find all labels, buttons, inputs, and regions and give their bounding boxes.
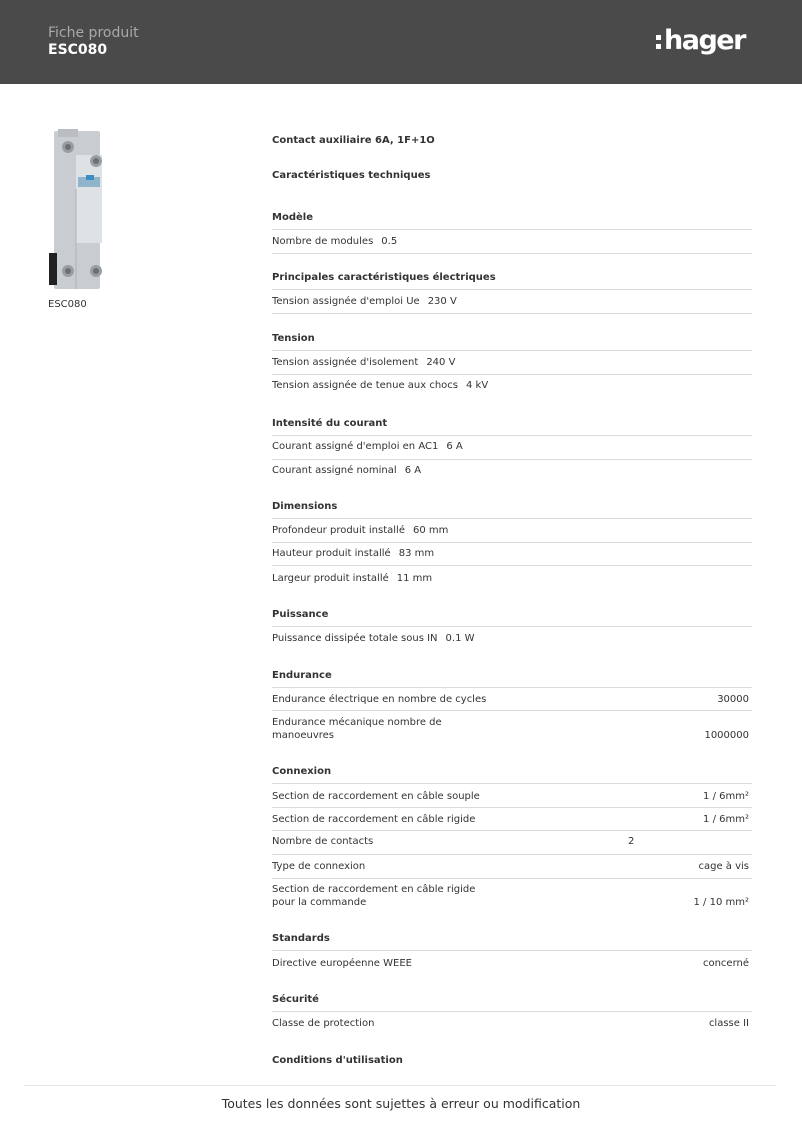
spec-row [272,290,752,314]
spec-value: 0.1 W [445,633,475,644]
spec-value: 1 / 10 mm² [693,897,749,908]
hager-logo [656,20,756,60]
spec-label-line1: Endurance mécanique nombre de [272,717,442,728]
spec-value: 0.5 [381,236,398,247]
spec-label: Directive européenne WEEE [272,958,412,969]
spec-label: Type de connexion [272,861,366,872]
spec-label: Section de raccordement en câble rigide [272,814,476,825]
section-standards-title: Standards [272,933,752,951]
spec-label: Tension assignée de tenue aux chocs [272,380,459,391]
spec-row [272,543,752,566]
spec-label-line1: Section de raccordement en câble rigide [272,884,476,895]
spec-value: 240 V [426,357,456,368]
spec-label: Endurance électrique en nombre de cycles [272,694,487,705]
section-dimensions-title: Dimensions [272,501,752,519]
spec-value: 4 kV [466,380,489,391]
spec-value: 6 A [404,465,422,476]
spec-row [272,711,752,751]
spec-value: 2 [628,836,635,847]
spec-label: Courant assigné nominal [272,465,397,476]
spec-label: Hauteur produit installé [272,548,391,559]
product-image [46,129,108,291]
footer-divider [24,1085,776,1086]
spec-value: concerné [702,958,749,969]
section-intensite-title: Intensité du courant [272,418,752,436]
spec-label: Puissance dissipée totale sous IN [272,633,438,644]
spec-label: Profondeur produit installé [272,525,405,536]
spec-label: Classe de protection [272,1018,375,1029]
spec-value: 1000000 [704,730,749,741]
spec-row [272,436,752,460]
spec-label: Tension assignée d'isolement [272,357,419,368]
header-subtitle: Fiche produit [48,25,139,41]
spec-label: Tension assignée d'emploi Ue [272,296,420,307]
product-image-caption: ESC080 [48,299,87,310]
spec-value: 1 / 6mm² [703,814,749,825]
spec-label: Largeur produit installé [272,573,389,584]
section-securite-title: Sécurité [272,994,752,1012]
spec-label: Nombre de contacts [272,836,374,847]
section-electrique-title: Principales caractéristiques électriques [272,272,752,290]
page-header [0,0,802,84]
spec-value: 1 / 6mm² [703,791,749,802]
spec-row [272,1012,752,1035]
spec-row [272,375,752,398]
spec-row [272,688,752,711]
spec-row [272,566,752,592]
spec-row [272,784,752,808]
spec-label-line2: pour la commande [272,897,367,908]
spec-row [272,879,752,919]
spec-value: classe II [708,1018,749,1029]
characteristics-heading: Caractéristiques techniques [272,170,431,181]
spec-value: 60 mm [412,525,449,536]
spec-row [272,808,752,831]
product-name: Contact auxiliaire 6A, 1F+1O [272,135,435,146]
spec-value: 6 A [446,441,463,452]
logo-dots-icon [656,35,661,49]
spec-row [272,855,752,879]
footer-disclaimer: Toutes les données sont sujettes à erreur ou modification [221,1096,581,1111]
spec-row [272,627,752,650]
section-modele-title: Modèle [272,212,752,230]
spec-value: 11 mm [396,573,433,584]
section-tension-title: Tension [272,333,752,351]
spec-label-line2: manoeuvres [272,730,334,741]
spec-value: cage à vis [698,861,749,872]
section-conditions-title: Conditions d'utilisation [272,1055,403,1066]
spec-row [272,351,752,375]
spec-label: Section de raccordement en câble souple [272,791,480,802]
spec-row [272,519,752,543]
header-product-code: ESC080 [48,42,108,58]
logo-wordmark: hager [664,24,745,56]
spec-label: Courant assigné d'emploi en AC1 [272,441,439,452]
spec-label: Nombre de modules [272,236,374,247]
spec-row [272,230,752,254]
spec-value: 30000 [717,694,749,705]
spec-row [272,951,752,974]
section-endurance-title: Endurance [272,670,752,688]
spec-row [272,460,752,483]
section-puissance-title: Puissance [272,609,752,627]
spec-value: 83 mm [398,548,435,559]
spec-value: 230 V [427,296,457,307]
section-connexion-title: Connexion [272,766,752,784]
spec-row [272,831,752,855]
